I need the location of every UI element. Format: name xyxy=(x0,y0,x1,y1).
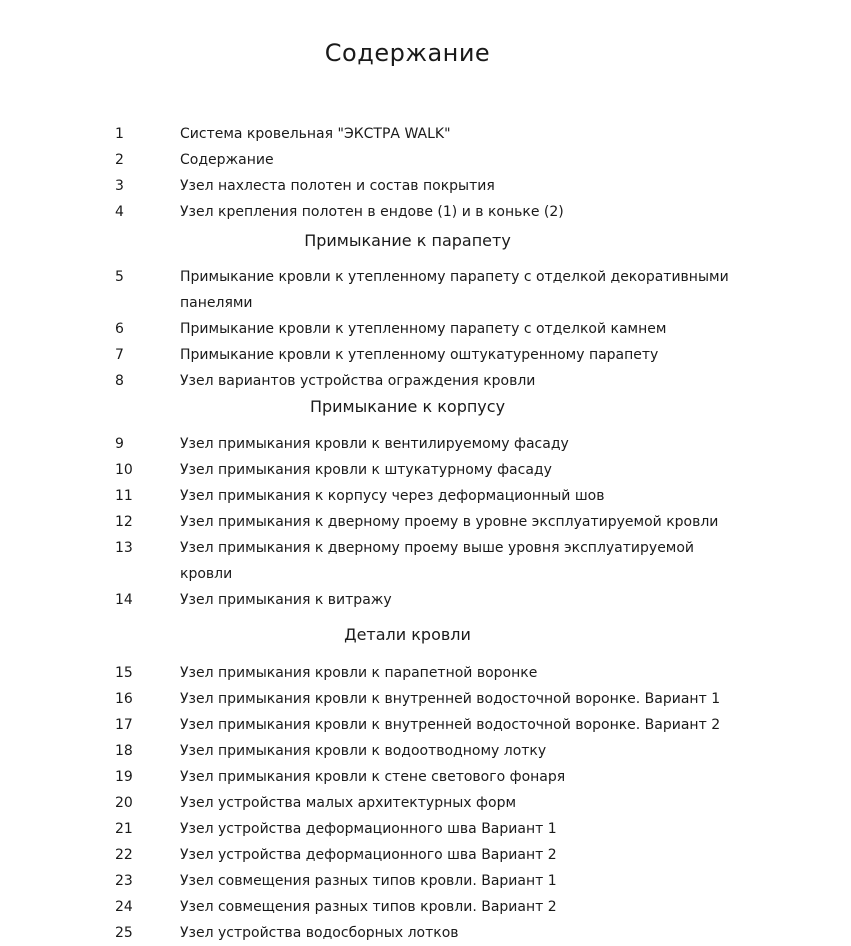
page-title: Содержание xyxy=(324,39,491,67)
toc-item-title: Узел устройства деформационного шва Вариант 2 xyxy=(180,847,557,863)
toc-item-number: 23 xyxy=(115,873,133,889)
table-row xyxy=(115,686,721,712)
toc-item-number: 11 xyxy=(115,488,133,504)
toc-item-title: Содержание xyxy=(180,152,274,168)
toc-item-title: Узел устройства деформационного шва Вариант 1 xyxy=(180,821,557,837)
toc-item-number: 7 xyxy=(115,347,124,363)
toc-content xyxy=(115,0,729,946)
table-row xyxy=(115,173,700,199)
toc-item-number: 2 xyxy=(115,152,124,168)
toc-item-title: Узел примыкания кровли к штукатурному фасаду xyxy=(180,462,552,478)
table-row xyxy=(115,842,700,868)
toc-item-number: 16 xyxy=(115,691,133,707)
toc-item-title: Примыкание кровли к утепленному парапету с отделкой декоративными панелями xyxy=(180,269,729,311)
toc-item-title: Узел крепления полотен в ендове (1) и в коньке (2) xyxy=(180,204,564,220)
toc-section-header-details: Детали кровли xyxy=(344,625,471,644)
toc-item-number: 5 xyxy=(115,269,124,285)
toc-item-number: 20 xyxy=(115,795,133,811)
toc-section-korpus xyxy=(115,431,719,613)
toc-item-number: 25 xyxy=(115,925,133,941)
toc-item-title: Узел примыкания к дверному проему выше уровня эксплуатируемой кровли xyxy=(180,540,695,582)
table-row xyxy=(115,764,700,790)
toc-item-title: Узел примыкания кровли к парапетной воронке xyxy=(180,665,538,681)
toc-item-number: 19 xyxy=(115,769,133,785)
table-row xyxy=(115,738,700,764)
toc-section-parapet xyxy=(115,264,729,394)
table-row xyxy=(115,368,700,394)
table-row xyxy=(115,535,700,587)
toc-item-number: 6 xyxy=(115,321,124,337)
toc-item-number: 13 xyxy=(115,540,133,556)
table-row xyxy=(115,868,700,894)
toc-section-intro xyxy=(115,121,700,225)
toc-item-title: Система кровельная "ЭКСТРА WALK" xyxy=(180,126,451,142)
table-row xyxy=(115,316,700,342)
toc-item-number: 4 xyxy=(115,204,124,220)
toc-section-header-parapet: Примыкание к парапету xyxy=(304,231,511,250)
table-row xyxy=(115,790,700,816)
toc-item-number: 22 xyxy=(115,847,133,863)
toc-item-number: 18 xyxy=(115,743,133,759)
table-row xyxy=(115,920,700,946)
toc-item-number: 14 xyxy=(115,592,133,608)
table-row xyxy=(115,816,700,842)
table-row xyxy=(115,431,700,457)
toc-item-number: 17 xyxy=(115,717,133,733)
toc-item-number: 15 xyxy=(115,665,133,681)
toc-item-title: Примыкание кровли к утепленному парапету с отделкой камнем xyxy=(180,321,667,337)
toc-item-title: Узел примыкания кровли к вентилируемому фасаду xyxy=(180,436,569,452)
toc-item-title: Узел примыкания к дверному проему в уровне эксплуатируемой кровли xyxy=(180,514,719,530)
table-row xyxy=(115,199,700,225)
toc-item-number: 12 xyxy=(115,514,133,530)
table-row xyxy=(115,894,700,920)
toc-item-title: Узел примыкания к корпусу через деформационный шов xyxy=(180,488,605,504)
toc-item-title: Узел вариантов устройства ограждения кровли xyxy=(180,373,536,389)
toc-item-number: 1 xyxy=(115,126,124,142)
toc-item-number: 21 xyxy=(115,821,133,837)
toc-item-title: Узел устройства водосборных лотков xyxy=(180,925,459,941)
toc-section-header-korpus: Примыкание к корпусу xyxy=(309,397,506,416)
table-row xyxy=(115,147,700,173)
toc-item-title: Узел устройства малых архитектурных форм xyxy=(180,795,517,811)
table-row xyxy=(115,457,700,483)
toc-section-details xyxy=(115,660,721,946)
toc-item-title: Узел примыкания кровли к внутренней водосточной воронке. Вариант 1 xyxy=(180,691,721,707)
table-row xyxy=(115,660,700,686)
toc-item-number: 3 xyxy=(115,178,124,194)
toc-item-title: Узел нахлеста полотен и состав покрытия xyxy=(180,178,495,194)
toc-item-title: Узел примыкания кровли к стене светового фонаря xyxy=(180,769,566,785)
toc-item-title: Узел совмещения разных типов кровли. Вариант 2 xyxy=(180,899,557,915)
toc-item-title: Узел примыкания кровли к внутренней водосточной воронке. Вариант 2 xyxy=(180,717,721,733)
table-row xyxy=(115,587,700,613)
table-row xyxy=(115,342,700,368)
table-row xyxy=(115,264,729,316)
table-row xyxy=(115,121,700,147)
toc-item-number: 24 xyxy=(115,899,133,915)
table-row xyxy=(115,483,700,509)
toc-item-title: Примыкание кровли к утепленному оштукатуренному парапету xyxy=(180,347,659,363)
table-row xyxy=(115,509,719,535)
toc-item-number: 9 xyxy=(115,436,124,452)
toc-item-number: 8 xyxy=(115,373,124,389)
toc-item-number: 10 xyxy=(115,462,133,478)
toc-item-title: Узел совмещения разных типов кровли. Вариант 1 xyxy=(180,873,557,889)
toc-item-title: Узел примыкания к витражу xyxy=(180,592,392,608)
toc-item-title: Узел примыкания кровли к водоотводному лотку xyxy=(180,743,547,759)
table-row xyxy=(115,712,721,738)
